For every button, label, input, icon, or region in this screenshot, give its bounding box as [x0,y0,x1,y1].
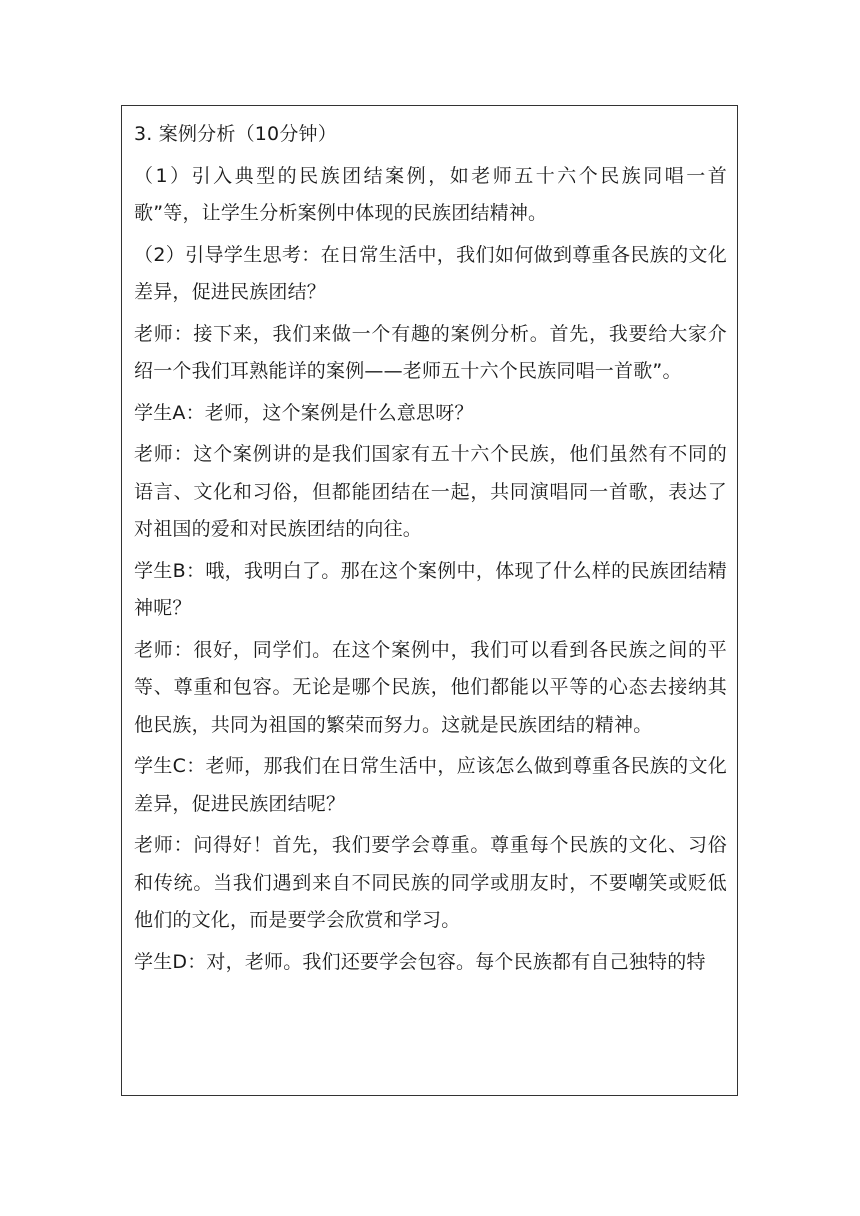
table-cell [121,105,738,1096]
dialogue-teacher-3: 老师：很好，同学们。在这个案例中，我们可以看到各民族之间的平等、尊重和包容。无论是哪个民族，他们都能以平等的心态去接纳其他民族，共同为祖国的繁荣而努力。这就是民族团结的精神。 [134,638,727,736]
paragraph-step-1: （1）引入典型的民族团结案例，如老师五十六个民族同唱一首歌”等，让学生分析案例中体现的民族团结精神。 [134,164,727,224]
paragraph-step-2: （2）引导学生思考：在日常生活中，我们如何做到尊重各民族的文化差异，促进民族团结？ [134,243,727,303]
dialogue-teacher-1: 老师：接下来，我们来做一个有趣的案例分析。首先，我要给大家介绍一个我们耳熟能详的案例——老师五十六个民族同唱一首歌”。 [134,322,727,382]
cell-content [134,116,727,981]
dialogue-student-d: 学生D：对，老师。我们还要学会包容。每个民族都有自己独特的特 [134,950,706,973]
section-heading: 3. 案例分析（10分钟） [134,123,337,145]
dialogue-student-b: 学生B：哦，我明白了。那在这个案例中，体现了什么样的民族团结精神呢？ [134,559,727,619]
dialogue-teacher-4: 老师：问得好！首先，我们要学会尊重。尊重每个民族的文化、习俗和传统。当我们遇到来自不同民族的同学或朋友时，不要嘲笑或贬低他们的文化，而是要学会欣赏和学习。 [134,834,727,931]
dialogue-student-c: 学生C：老师，那我们在日常生活中，应该怎么做到尊重各民族的文化差异，促进民族团结呢？ [134,755,727,815]
dialogue-teacher-2: 老师：这个案例讲的是我们国家有五十六个民族，他们虽然有不同的语言、文化和习俗，但都能团结在一起，共同演唱同一首歌，表达了对祖国的爱和对民族团结的向往。 [134,443,727,540]
dialogue-student-a: 学生A：老师，这个案例是什么意思呀？ [134,401,474,424]
